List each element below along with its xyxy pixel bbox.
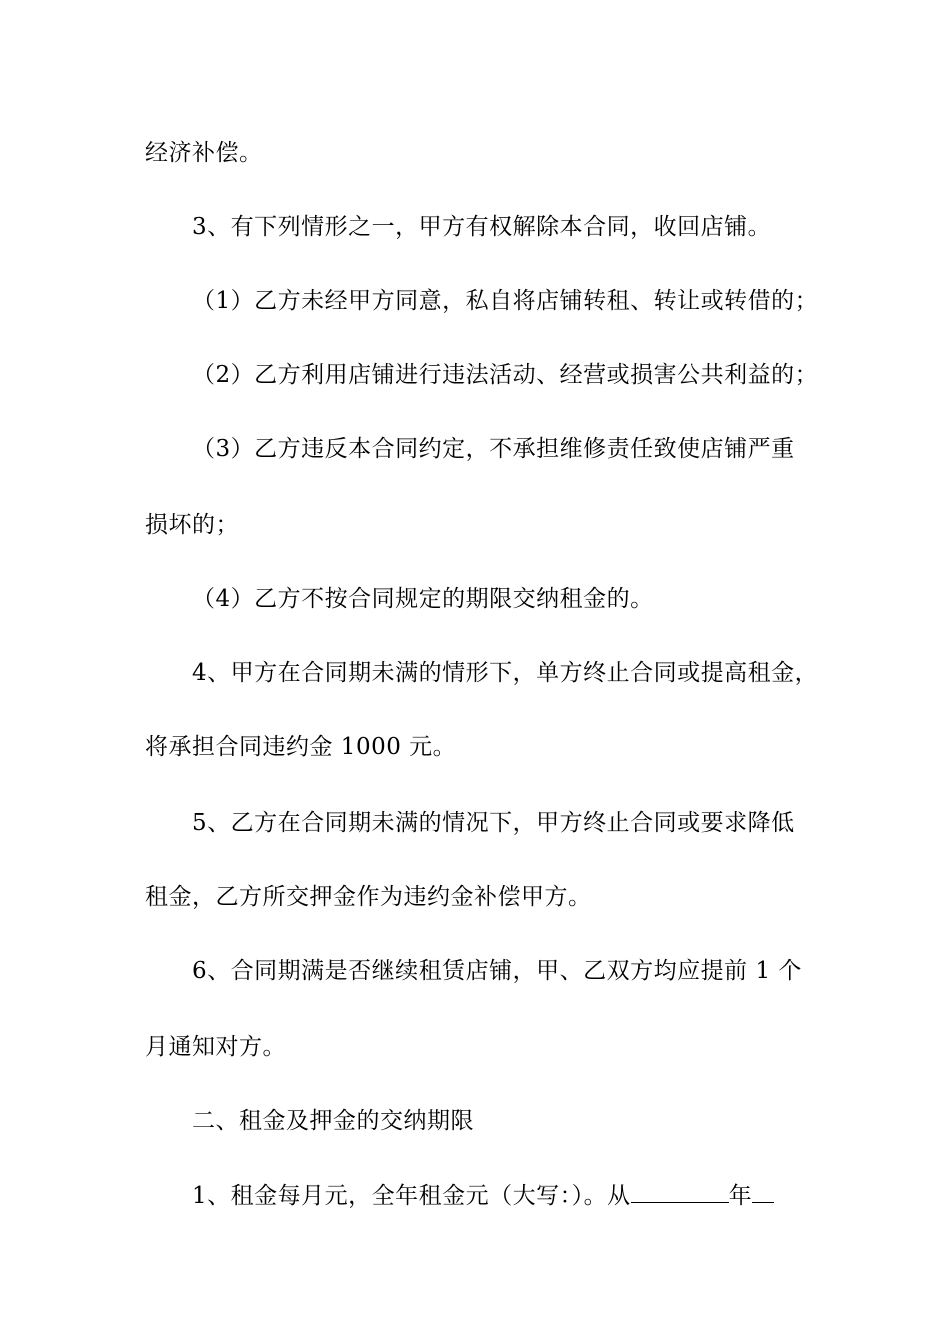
fill-in-blank-month[interactable] (752, 1180, 774, 1203)
paragraph-line-with-blanks (192, 1180, 774, 1211)
line-text-start: 1、租金每月元，全年租金元（大写：）。从 (192, 1183, 631, 1209)
line-text-end: 年 (728, 1183, 753, 1209)
paragraph-line: 损坏的； (145, 512, 239, 538)
paragraph-line: 经济补偿。 (145, 140, 263, 166)
paragraph-line: 5、乙方在合同期未满的情况下，甲方终止合同或要求降低 (192, 810, 795, 836)
paragraph-line: （2）乙方利用店铺进行违法活动、经营或损害公共利益的； (192, 362, 819, 388)
section-heading: 二、租金及押金的交纳期限 (192, 1108, 474, 1134)
fill-in-blank-year[interactable] (631, 1180, 729, 1203)
paragraph-line: 月通知对方。 (145, 1034, 286, 1060)
paragraph-line: 将承担合同违约金 1000 元。 (145, 734, 457, 760)
paragraph-line: （4）乙方不按合同规定的期限交纳租金的。 (192, 586, 654, 612)
paragraph-line: 租金，乙方所交押金作为违约金补偿甲方。 (145, 884, 592, 910)
paragraph-line: （3）乙方违反本合同约定，不承担维修责任致使店铺严重 (192, 436, 795, 462)
paragraph-line: 3、有下列情形之一，甲方有权解除本合同，收回店铺。 (192, 214, 772, 240)
paragraph-line: 4、甲方在合同期未满的情形下，单方终止合同或提高租金， (192, 660, 819, 686)
paragraph-line: （1）乙方未经甲方同意，私自将店铺转租、转让或转借的； (192, 288, 819, 314)
paragraph-line: 6、合同期满是否继续租赁店铺，甲、乙双方均应提前 1 个 (192, 958, 802, 984)
